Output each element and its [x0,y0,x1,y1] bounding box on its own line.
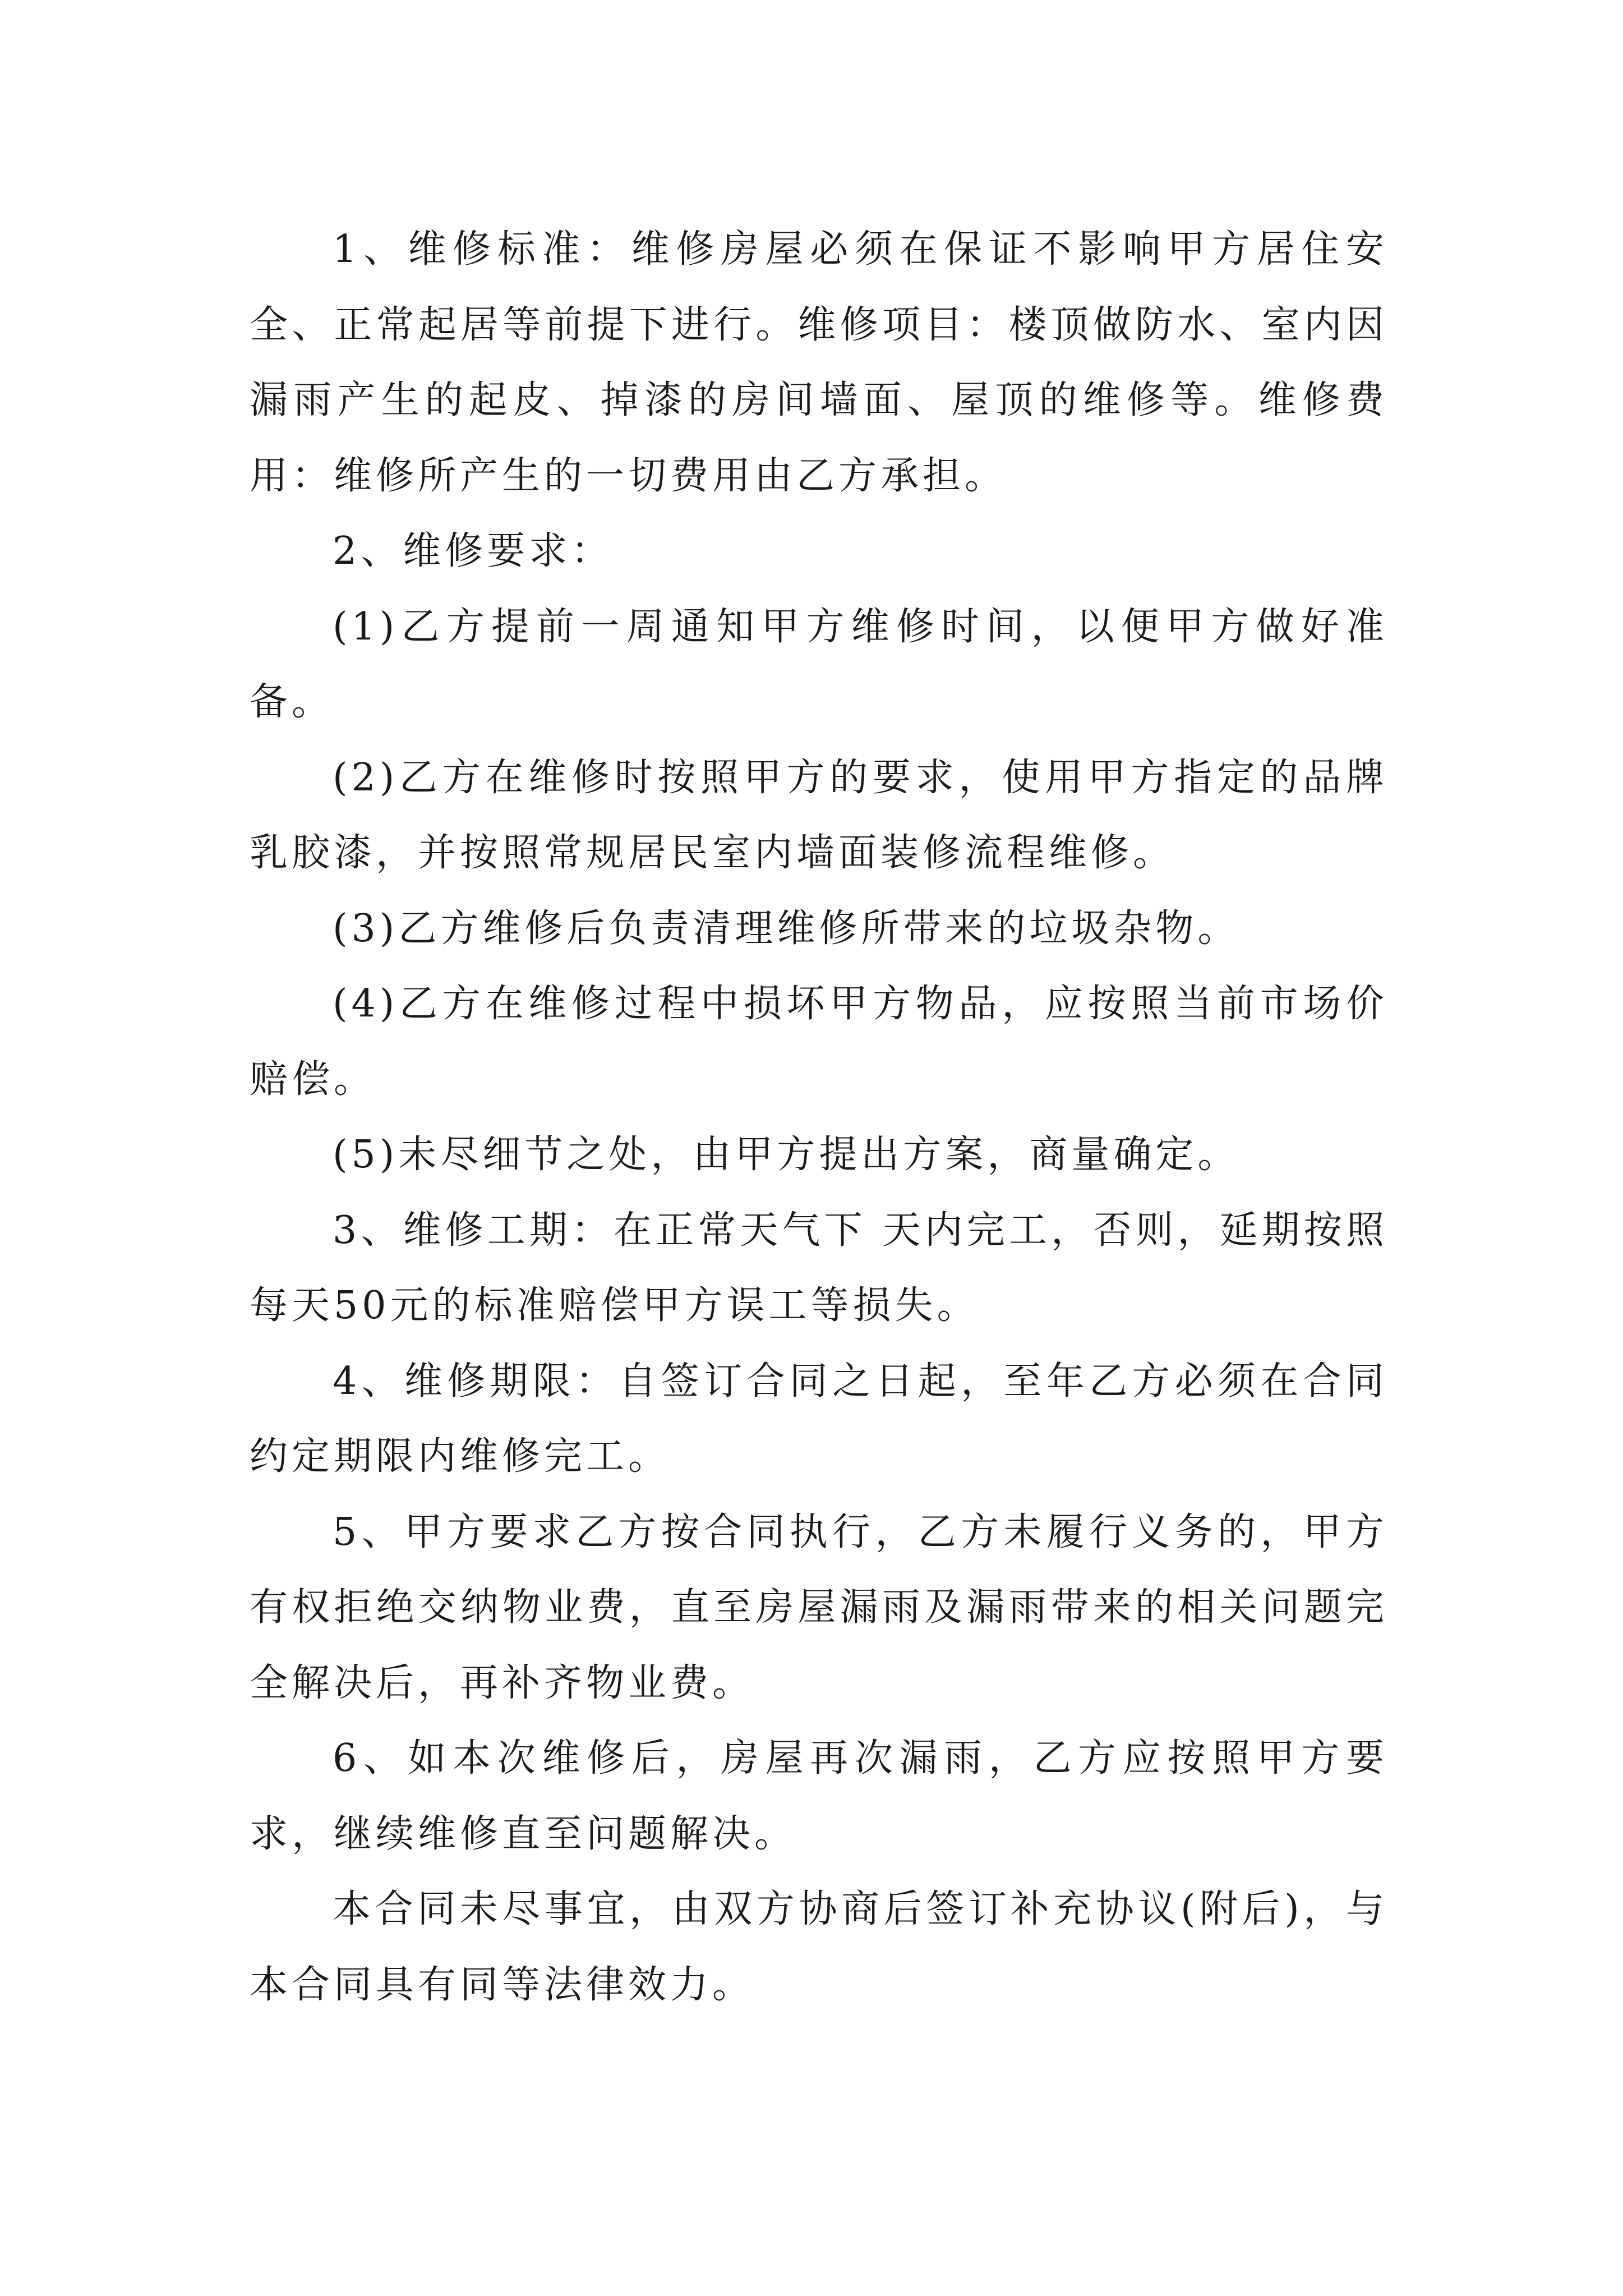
requirement-1: (1)乙方提前一周通知甲方维修时间，以便甲方做好准备。 [250,604,1388,724]
clause-1-repair-standard: 1、维修标准：维修房屋必须在保证不影响甲方居住安全、正常起居等前提下进行。维修项目：楼顶做防水、室内因漏雨产生的起皮、掉漆的房间墙面、屋顶的维修等。维修费用：维修所产生的一切费用由乙方承担。 [250,227,1388,498]
clause-3-repair-duration: 3、维修工期：在正常天气下 天内完工，否则，延期按照每天50元的标准赔偿甲方误工等损失。 [250,1208,1388,1328]
document-body [250,212,1388,2023]
requirement-2: (2)乙方在维修时按照甲方的要求，使用甲方指定的品牌乳胶漆，并按照常规居民室内墙面装修流程维修。 [250,755,1388,875]
clause-5-enforcement: 5、甲方要求乙方按合同执行，乙方未履行义务的，甲方有权拒绝交纳物业费，直至房屋漏雨及漏雨带来的相关问题完全解决后，再补齐物业费。 [250,1510,1388,1705]
closing-clause: 本合同未尽事宜，由双方协商后签订补充协议(附后)，与本合同具有同等法律效力。 [250,1887,1388,2007]
clause-4-repair-deadline: 4、维修期限：自签订合同之日起，至年乙方必须在合同约定期限内维修完工。 [250,1359,1388,1479]
requirement-5: (5)未尽细节之处，由甲方提出方案，商量确定。 [333,1133,1240,1177]
requirement-4: (4)乙方在维修过程中损坏甲方物品，应按照当前市场价赔偿。 [250,982,1388,1102]
clause-6-recurring-leak: 6、如本次维修后，房屋再次漏雨，乙方应按照甲方要求，继续维修直至问题解决。 [250,1736,1388,1856]
requirement-3: (3)乙方维修后负责清理维修所带来的垃圾杂物。 [333,906,1240,951]
clause-2-repair-requirements: 2、维修要求： [333,529,614,573]
